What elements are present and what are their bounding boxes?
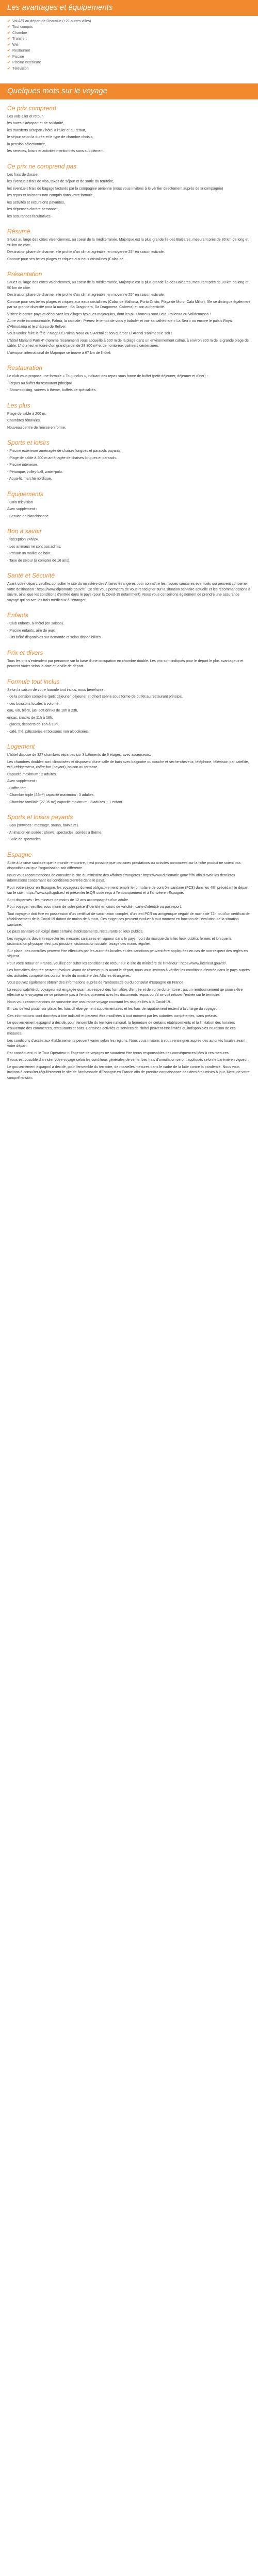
section-paragraph: Par conséquent, ni le Tour Opérateur ni l'agence de voyages ne sauraient être tenus responsables des conséquences liées à ces mesures. xyxy=(7,1051,230,1055)
check-icon: ✔ xyxy=(7,49,10,53)
section-paragraph: les activités et excursions payantes, xyxy=(7,200,65,205)
advantage-item xyxy=(7,31,251,37)
section-paragraph: - Chambre familiale (27,35 m²) capacité maximum : 3 adultes + 1 enfant. xyxy=(7,800,123,804)
section-paragraph: - Aqua-fit, marche nordique. xyxy=(7,477,52,481)
check-icon: ✔ xyxy=(7,43,10,47)
section-paragraph: Connue pour ses belles plages et criques aux eaux cristallines (Calas de Mallorca, Porto Cristo, Playa de Muro, Cala Millor), l'île se distingue également par sa grande diversité pour la nature : Sa Dragonera, Sa Dragonera, Cabrera) et son authenticité. xyxy=(7,300,250,309)
check-icon: ✔ xyxy=(7,37,10,41)
section-paragraph: Le gouvernement espagnol a décidé, pour l'ensemble du territoire, de nouvelles mesures dans le cadre de la lutte contre la pandémie. Nous vous invitons à consulter régulièrement le site de l'ambassade d'Espagne en France afin de prendre connaissance des dernières mises à jour. Merci de votre compréhension. xyxy=(7,1065,250,1080)
section-paragraph: - Show-cooking, soirées à thème, buffets de spécialités. xyxy=(7,388,97,392)
section-paragraph: Avant votre départ, veuillez consulter le site du ministère des Affaires étrangères pour connaître les risques sanitaires éventuels qui peuvent concerner votre destination : https://www.diplomatie.gouv.fr/. Ce site vous permettra de vous renseigner sur la situation sanitaire actuelle et les recommandations à suivre, ainsi que les conditions d'entrée dans le pays (pour la Covid-19 notamment). Nous vous conseillons également de prendre une assurance voyage qui couvre les frais médicaux à l'étranger. xyxy=(7,582,251,602)
section-paragraph: Avec supplément : xyxy=(7,779,37,783)
section-paragraph: Les conditions d'accès aux établissements peuvent varier selon les régions. Nous vous invitons à vous renseigner auprès des autorités locales avant votre départ. xyxy=(7,1039,246,1048)
advantage-item xyxy=(7,19,251,25)
section-paragraph: Destination phare de charme, elle profite d'un climat agréable, en moyenne 25° en saison estivale. xyxy=(7,293,165,297)
section-paragraph: Les vols aller et retour, xyxy=(7,114,44,118)
section-paragraph: Suite à la crise sanitaire que le monde rencontre, il est possible que certaines prestations ou activités annoncées sur la fiche produit ne soient pas disponibles ou que l'organisation soit différente. xyxy=(7,861,241,870)
section-paragraph: L'aéroport international de Majorque se trouve à 67 km de l'hôtel. xyxy=(7,351,111,355)
section-title: Prix et divers xyxy=(7,649,43,656)
section-title: Formule tout inclus xyxy=(7,677,60,685)
section-paragraph: Capacité maximum : 2 adultes. xyxy=(7,772,57,776)
section-title: Présentation xyxy=(7,270,42,278)
check-icon: ✔ xyxy=(7,19,10,23)
section-title: Logement xyxy=(7,743,35,750)
section-paragraph: les éventuels frais de bagage facturés par la compagnie aérienne (nous vous invitons à le vérifier directement auprès de la compagnie) xyxy=(7,187,223,191)
questions-banner: Quelques mots sur le voyage xyxy=(0,83,258,99)
section-paragraph: Selon la saison de votre formule tout inclus, nous bénéficiez : xyxy=(7,688,105,692)
advantages-list xyxy=(7,19,251,72)
section-title: Santé et Sécurité xyxy=(7,572,55,579)
section-paragraph: Vous pouvez également obtenir des informations auprès de l'ambassade ou du consulat d'Espagne en France. xyxy=(7,981,185,985)
section-paragraph: Avec supplément : xyxy=(7,507,37,511)
advantage-item xyxy=(7,48,251,54)
section-title: Bon à savoir xyxy=(7,528,42,535)
section-paragraph: Le pass sanitaire est exigé dans certains établissements, restaurants et lieux publics. xyxy=(7,930,143,934)
section-paragraph: En cas de test positif sur place, les frais d'hébergement supplémentaires et les frais de rapatriement restent à la charge du voyageur. xyxy=(7,1007,220,1011)
advantage-item xyxy=(7,66,251,72)
section-paragraph: L'hôtel dispose de 327 chambres réparties sur 3 bâtiments de 6 étages, avec ascenseurs. xyxy=(7,753,151,757)
check-icon: ✔ xyxy=(7,25,10,29)
section-paragraph: - Piscine intérieure. xyxy=(7,463,38,467)
advantage-item xyxy=(7,55,251,60)
section-paragraph: Destination phare de charme, elle profite d'un climat agréable, en moyenne 25° en saison estivale. xyxy=(7,250,165,254)
section-paragraph: - Prévoir un maillot de bain. xyxy=(7,552,52,555)
section-paragraph: Chambres rénovées. xyxy=(7,419,41,422)
section-paragraph: les taxes d'aéroport et de solidarité, xyxy=(7,122,64,125)
section-paragraph: les repas et boissons non compris dans votre formule, xyxy=(7,194,94,197)
section-paragraph: les éventuels frais de visa, taxes de séjour et de sortie du territoire, xyxy=(7,180,115,183)
section-title: Sports et loisirs xyxy=(7,439,50,446)
section-paragraph: Situez au large des côtes valenciennes, au coeur de la méditerranée, Majorque est la plus grande île des Baléares, mesurant près de 80 km de long et 50 km de côte. xyxy=(7,281,249,290)
advantage-label: Piscine extérieure xyxy=(12,61,41,64)
section-paragraph: Visitez le centre-pays et découvrez les villages typiques majorquins, dont les plus fameux sont Deia, Pollensa ou Valldemossa ! xyxy=(7,312,211,316)
section-paragraph: La responsabilité du voyageur est engagée quant au respect des formalités d'entrée et de sortie du territoire ; aucun remboursement ne pourra être effectué si le voyageur ne se présente pas à l'embarquement avec les documents requis ou s'il se voit refuser l'entrée sur le territoire. xyxy=(7,988,243,997)
section-title: Ce prix comprend xyxy=(7,104,56,112)
section-paragraph: - Réception 24h/24. xyxy=(7,538,39,541)
section-paragraph: - de la pension complète (petit déjeuner, déjeuner et dîner) servie sous forme de buffet au restaurant principal, xyxy=(7,695,184,699)
product-page xyxy=(0,0,258,1081)
section-paragraph: - Taxe de séjour (à compter de 16 ans). xyxy=(7,558,71,563)
section-paragraph: Connue pour ses belles plages et criques aux eaux cristallines (Calas de ... xyxy=(7,257,128,261)
section-paragraph: - Animation en soirée : shows, spectacles, soirées à thème. xyxy=(7,831,103,835)
section-paragraph: - café, thé, pâtisseries et boissons non alcoolisées. xyxy=(7,730,89,734)
section-paragraph: - Salle de spectacles. xyxy=(7,838,42,841)
section-paragraph: encas, snacks de 11h à 18h, xyxy=(7,716,53,720)
section-title: Équipements xyxy=(7,490,44,498)
section-paragraph: Les frais de dossier, xyxy=(7,173,40,177)
section-paragraph: Les chambres doubles sont climatisées et disposent d'une salle de bain avec baignoire ou douche et sèche-cheveux, téléphone, télévision par satellite, wifi, réfrigérateur, coffre-fort (payant), balcon ou terrasse. xyxy=(7,760,249,769)
advantage-label: Restaurant xyxy=(12,49,30,53)
section-paragraph: - Piscine extérieure aménagée de chaises longues et parasols payants. xyxy=(7,449,122,453)
advantage-label: Wifi xyxy=(12,43,19,47)
section-paragraph: L'hôtel Marianti Park 4* (nommé récemment) vous accueille à 500 m de la plage dans un environnement calme, à environ 300 m de la grande plage de sable. L'hôtel est entouré d'un grand jardin de 28 300 m² et de nombreux palmiers centenaires. xyxy=(7,338,249,348)
section-title: Les plus xyxy=(7,401,30,409)
section-paragraph: Sont dispensés : les mineurs de moins de 12 ans accompagnés d'un adulte. xyxy=(7,898,129,902)
section-paragraph: Plage de sable à 200 m. xyxy=(7,412,46,416)
section-paragraph: Il vous est possible d'annuler votre voyage selon les conditions générales de vente. Les frais d'annulation seront appliqués selon le barème en vigueur. xyxy=(7,1058,249,1062)
section-paragraph: - Plage de sable à 200 m aménagée de chaises longues et parasols. xyxy=(7,456,117,460)
advantages-list-wrapper xyxy=(0,16,258,80)
section-paragraph: Autre visite incontournable, Palma, la capitale : Prenez le temps de vous y balader et voir sa cathédrale « La Seu » ou encore le palais Royal d'Almudaina et le château de Bellver. xyxy=(7,319,233,329)
section-title: Résumé xyxy=(7,228,30,235)
section-title: Sports et loisirs payants xyxy=(7,814,73,821)
section-paragraph: eau, vin, bière, jus, soft drinks de 10h à 23h, xyxy=(7,709,78,713)
section-paragraph: Situez au large des côtes valenciennes, au coeur de la méditerranée, Majorque est la plus grande île des Baléares, mesurant près de 80 km de long et 50 km de côte. xyxy=(7,238,249,247)
section-paragraph: - glaces, desserts de 16h à 18h, xyxy=(7,723,59,726)
section-paragraph: - Lits bébé disponibles sur demande et selon disponibilités. xyxy=(7,636,102,639)
section-paragraph: - Les animaux ne sont pas admis. xyxy=(7,545,61,549)
section-paragraph: Vous voulez faire la fête ? Magaluf, Palma Nova ou S'Arenal et son quartier El Arenal s'animent le soir ! xyxy=(7,332,172,335)
advantage-label: Piscine xyxy=(12,55,24,59)
section-paragraph: - Pétanque, volley-ball, water-polo. xyxy=(7,470,63,474)
section-paragraph: la pension sélectionnée, xyxy=(7,142,46,146)
section-paragraph: Pour votre retour en France, veuillez consulter les conditions de retour sur le site du ministère de l'Intérieur : https://www.interieur.gouv.fr/. xyxy=(7,961,227,965)
section-paragraph: Tout voyageur doit être en possession d'un certificat de vaccination complet, d'un test PCR ou antigénique négatif de moins de 72h, ou d'un certificat de rétablissement de la Covid-19 datant de moins de 6 mois. Ces exigences peuvent évoluer à tout moment en fonction de l'évolution de la situation sanitaire. xyxy=(7,912,250,927)
section-paragraph: - Spa (services : massage, sauna, bain turc). xyxy=(7,824,79,827)
advantage-item xyxy=(7,25,251,30)
section-title: Enfants xyxy=(7,612,28,619)
section-paragraph: Le gouvernement espagnol a décidé, pour l'ensemble du territoire national, la fermeture de certains établissements et la limitation des horaires d'ouverture des commerces, restaurants et bars. Certaines activités et services de l'hôtel peuvent être limités ou indisponibles en raison de ces mesures. xyxy=(7,1021,236,1036)
check-icon: ✔ xyxy=(7,66,10,71)
advantage-label: Vol A/R au départ de Deauville (+21 autres villes) xyxy=(12,19,91,23)
section-paragraph: les transferts aéroport / hôtel à l'aller et au retour, xyxy=(7,128,86,132)
section-paragraph: Pour votre séjour en Espagne, les voyageurs doivent obligatoirement remplir le formulaire de contrôle sanitaire (FCS) dans les 48h précédant le départ sur le site : https://www.spth.gob.es/ et présenter le QR code reçu à l'embarquement et à l'arrivée en Espagne. xyxy=(7,886,249,895)
sections-container xyxy=(0,104,258,1081)
section-title: Restauration xyxy=(7,364,43,371)
check-icon: ✔ xyxy=(7,31,10,35)
section-paragraph: Tous les prix s'entendent par personne sur la base d'une occupation en chambre double. Les prix sont indiqués pour le départ le plus avantageux et peuvent varier selon la date et la ville de départ. xyxy=(7,659,244,668)
check-icon: ✔ xyxy=(7,61,10,64)
advantage-item xyxy=(7,37,251,42)
section-paragraph: Pour voyager, veuillez vous munir de votre pièce d'identité en cours de validité : carte d'identité ou passeport. xyxy=(7,905,182,909)
section-paragraph: le séjour selon la durée et le type de chambre choisis, xyxy=(7,135,93,139)
advantage-label: Transfert xyxy=(12,37,27,41)
section-paragraph: les services, loisirs et activités mentionnés sans supplément. xyxy=(7,149,105,153)
section-paragraph: Les formalités d'entrée peuvent évoluer. Avant de réserver puis avant le départ, nous vous invitons à vérifier les conditions d'entrée dans le pays auprès des autorités compétentes ou sur le site du ministère des Affaires étrangères. xyxy=(7,969,250,978)
check-icon: ✔ xyxy=(7,55,10,59)
advantages-banner: Les avantages et équipements xyxy=(0,0,258,16)
section-paragraph: - Repas au buffet du restaurant principal. xyxy=(7,381,73,385)
section-paragraph: Le club vous propose une formule « Tout Inclus », incluant des repas sous forme de buffet (petit-déjeuner, déjeuner et dîner) : xyxy=(7,375,208,378)
advantage-label: Tout compris xyxy=(12,25,33,29)
section-paragraph: Les voyageurs doivent respecter les mesures sanitaires en vigueur dans le pays : port du masque dans les lieux publics fermés et lorsque la distanciation physique n'est pas possible, distanciation sociale, lavage des mains régulier. xyxy=(7,937,232,946)
section-paragraph: Nous vous recommandons de consulter le site du ministère des Affaires étrangères : https://www.diplomatie.gouv.fr/fr/ afin d'avoir les dernières informations concernant les conditions d'entrée dans le pays. xyxy=(7,873,235,883)
section-paragraph: Nous vous recommandons de souscrire une assurance voyage couvrant les risques liés à la Covid-19. xyxy=(7,1000,171,1004)
section-title: Ce prix ne comprend pas xyxy=(7,162,77,170)
section-paragraph: les assurances facultatives. xyxy=(7,214,52,218)
section-paragraph: Nouveau centre de remise en forme. xyxy=(7,426,66,430)
section-paragraph: Ces informations sont données à titre indicatif et peuvent être modifiées à tout moment par les autorités compétentes, sans préavis. xyxy=(7,1014,218,1018)
advantage-label: Chambre xyxy=(12,31,27,35)
section-paragraph: - Coffre-fort xyxy=(7,786,26,790)
advantage-label: Télévision xyxy=(12,66,29,71)
section-paragraph: - Service de blanchisserie. xyxy=(7,514,50,518)
section-paragraph: les dépenses d'ordre personnel, xyxy=(7,208,59,211)
advantage-item xyxy=(7,60,251,66)
section-title: Espagne xyxy=(7,851,32,858)
section-paragraph: - Chambre triple (24m²) capacité maximum : 3 adultes. xyxy=(7,793,95,797)
section-paragraph: Sur place, des contrôles peuvent être effectués par les autorités locales et des sanctions peuvent être appliquées en cas de non-respect des règles en vigueur. xyxy=(7,949,248,958)
section-paragraph: - des boissons locales à volonté : xyxy=(7,702,61,706)
section-paragraph: - Coin télévision xyxy=(7,500,33,504)
advantage-item xyxy=(7,43,251,48)
section-paragraph: - Piscine enfants, aire de jeux. xyxy=(7,629,56,633)
section-paragraph: - Club enfants, à l'hôtel (en saison). xyxy=(7,622,64,625)
